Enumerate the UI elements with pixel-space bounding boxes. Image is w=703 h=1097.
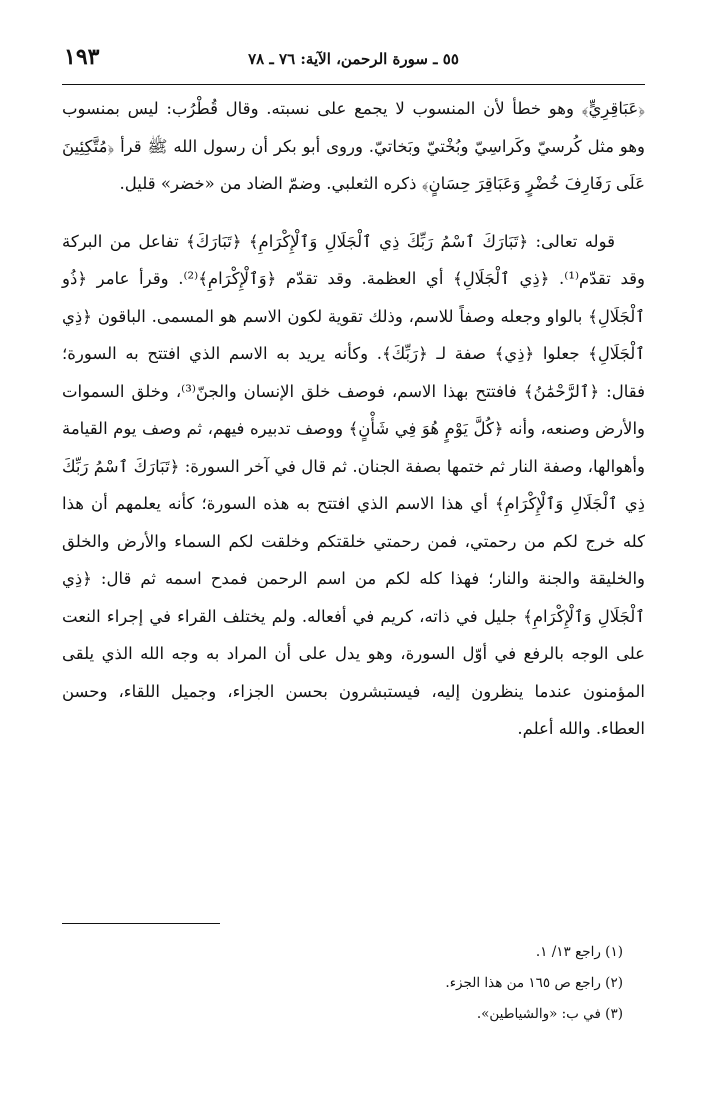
paragraph-1: ﴿عَبَاقِرِيٍّ﴾ وهو خطأ لأن المنسوب لا يجمع على نسبته. وقال قُطْرُب: ليس بمنسوب وهو مثل كُرسيّ وكَراسِيّ وبُخْتيّ وبَخاتيّ. وروى أبو بكر أن رسول الله ﷺ قرأ ﴿مُتَّكِئِينَ عَلَى رَفَارِفَ خُضْرٍ وَعَبَاقِرَ حِسَانٍ﴾ ذكره الثعلبي. وضمّ الضاد من «خضر» قليل.: [62, 99, 645, 193]
footnote-1: (١) راجع ١٣/ ١.: [535, 944, 623, 960]
footnote-list: [445, 937, 623, 1030]
main-text: [62, 90, 645, 748]
footnote-divider: [62, 923, 220, 924]
running-title: ٥٥ ـ سورة الرحمن، الآية: ٧٦ ـ ٧٨: [248, 50, 459, 68]
footnote-2: (٢) راجع ص ١٦٥ من هذا الجزء.: [445, 975, 623, 991]
page-header: [62, 44, 645, 85]
footnote-3: (٣) في ب: «والشياطين».: [476, 1006, 623, 1022]
paragraph-2: قوله تعالى: ﴿تَبَارَكَ ٱسْمُ رَبِّكَ ذِي ٱلْجَلَالِ وَٱلْإِكْرَامِ﴾ ﴿تَبَارَكَ﴾ تفاعل من البركة وقد تقدّم⁽¹⁾. ﴿ذِي ٱلْجَلَالِ﴾ أي العظمة. وقد تقدّم ﴿وَٱلْإِكْرَامِ﴾⁽²⁾. وقرأ عامر ﴿ذُو ٱلْجَلَالِ﴾ بالواو وجعله وصفاً للاسم، وذلك تقوية لكون الاسم هو المسمى. الباقون ﴿ذِي ٱلْجَلَالِ﴾ جعلوا ﴿ذِي﴾ صفة لـ ﴿رَبِّكَ﴾. وكأنه يريد به الاسم الذي افتتح به السورة؛ فقال: ﴿ٱلرَّحْمَٰنُ﴾ فافتتح بهذا الاسم، فوصف خلق الإنسان والجنّ⁽³⁾، وخلق السموات والأرض وصنعه، وأنه ﴿كُلَّ يَوْمٍ هُوَ فِي شَأْنٍ﴾ ووصف تدبيره فيهم، ثم وصف يوم القيامة وأهوالها، وصفة النار ثم ختمها بصفة الجنان. ثم قال في آخر السورة: ﴿تَبَارَكَ ٱسْمُ رَبِّكَ ذِي ٱلْجَلَالِ وَٱلْإِكْرَامِ﴾ أي هذا الاسم الذي افتتح به هذه السورة؛ كأنه يعلمهم أن هذا كله خرج لكم من رحمتي، فمن رحمتي خلقتكم وخلقت لكم السماء والأرض والخلق والخليقة والجنة والنار؛ فهذا كله لكم من اسم الرحمن فمدح اسمه ثم قال: ﴿ذِي ٱلْجَلَالِ وَٱلْإِكْرَامِ﴾ جليل في ذاته، كريم في أفعاله. ولم يختلف القراء في إجراء النعت على الوجه بالرفع في أوّل السورة، وهو يدل على أن المراد به وجه الله الذي يلقى المؤمنون عندما ينظرون إليه، فيستبشرون بحسن الجزاء، وجميل اللقاء، وحسن العطاء. والله أعلم.: [62, 231, 645, 738]
page-number: ١٩٣: [64, 44, 100, 70]
